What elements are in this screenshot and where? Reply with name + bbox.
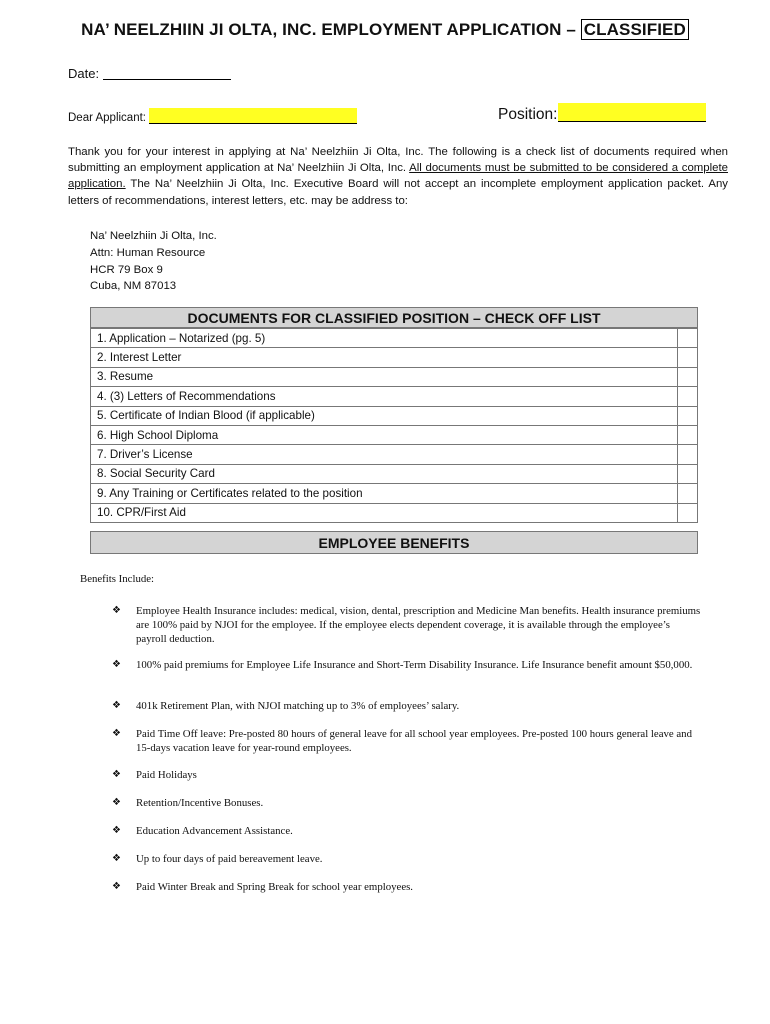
- benefit-text: Employee Health Insurance includes: medical, vision, dental, prescription and Medicine Man benefits. Health insurance premiums are 100% paid by NJOI for the employee. If the employee elects dependent coverage, it is available through the employee’s payroll deduction.: [136, 605, 701, 645]
- check-box[interactable]: [678, 445, 698, 464]
- intro-text-1: Thank you for your interest in applying at Na’ Neelzhiin Ji Olta, Inc. The following is a check list of documents required when submitting an employment application at Na’ Neelzhiin Ji Olta, Inc.: [68, 146, 728, 175]
- checklist-item: 6. High School Diploma: [91, 425, 678, 444]
- date-blank[interactable]: [103, 67, 231, 80]
- benefit-text: Paid Holidays: [136, 769, 197, 781]
- benefits-intro: Benefits Include:: [80, 573, 155, 585]
- checklist-item: 10. CPR/First Aid: [91, 503, 678, 522]
- title-text: NA’ NEELZHIIN JI OLTA, INC. EMPLOYMENT APPLICATION –: [81, 20, 581, 39]
- benefit-text: 100% paid premiums for Employee Life Insurance and Short-Term Disability Insurance. Life Insurance benefit amount $50,000.: [136, 659, 693, 671]
- benefit-item: [112, 604, 702, 646]
- checklist-item: 5. Certificate of Indian Blood (if applicable): [91, 406, 678, 425]
- benefit-text: Paid Winter Break and Spring Break for school year employees.: [136, 881, 414, 893]
- benefit-text: Paid Time Off leave: Pre-posted 80 hours of general leave for all school year employees. Pre-posted 100 hours general leave and 15-days vacation leave for year-round employees.: [136, 728, 692, 754]
- applicant-name-blank[interactable]: [149, 108, 357, 124]
- benefit-text: Up to four days of paid bereavement leave.: [136, 853, 323, 865]
- diamond-bullet-icon: ❖: [112, 769, 121, 780]
- diamond-bullet-icon: ❖: [112, 881, 121, 892]
- position-blank[interactable]: [558, 103, 706, 122]
- address-line: Attn: Human Resource: [90, 246, 206, 259]
- check-box[interactable]: [678, 387, 698, 406]
- checklist-row: [91, 329, 698, 348]
- documents-header: DOCUMENTS FOR CLASSIFIED POSITION – CHECK OFF LIST: [90, 307, 698, 328]
- benefit-item: [112, 658, 702, 672]
- checklist-row: [91, 464, 698, 483]
- checklist-item: 1. Application – Notarized (pg. 5): [91, 329, 678, 348]
- check-box[interactable]: [678, 464, 698, 483]
- check-box[interactable]: [678, 329, 698, 348]
- benefit-item: [112, 852, 702, 866]
- checklist-row: [91, 348, 698, 367]
- benefit-item: [112, 699, 702, 713]
- date-label: Date:: [68, 66, 100, 81]
- checklist-row: [91, 406, 698, 425]
- checklist-row: [91, 503, 698, 522]
- checklist-item: 7. Driver’s License: [91, 445, 678, 464]
- checklist-row: [91, 484, 698, 503]
- dear-applicant-label: Dear Applicant:: [68, 112, 146, 124]
- documents-checklist: [90, 328, 698, 523]
- diamond-bullet-icon: ❖: [112, 659, 121, 670]
- diamond-bullet-icon: ❖: [112, 797, 121, 808]
- check-box[interactable]: [678, 484, 698, 503]
- benefit-item: [112, 824, 702, 838]
- applicant-field: [68, 108, 357, 124]
- date-field: [68, 66, 231, 81]
- position-label: Position:: [498, 106, 558, 123]
- checklist-item: 2. Interest Letter: [91, 348, 678, 367]
- diamond-bullet-icon: ❖: [112, 700, 121, 711]
- benefit-item: [112, 796, 702, 810]
- page-title: [0, 20, 770, 40]
- diamond-bullet-icon: ❖: [112, 728, 121, 739]
- checklist-item: 9. Any Training or Certificates related to the position: [91, 484, 678, 503]
- benefit-item: [112, 768, 702, 782]
- mailing-address: [90, 228, 217, 295]
- benefit-text: Education Advancement Assistance.: [136, 825, 293, 837]
- classified-label: CLASSIFIED: [581, 19, 689, 40]
- check-box[interactable]: [678, 425, 698, 444]
- intro-underlined: All documents must be submitted to be considered a complete application.: [68, 162, 728, 191]
- benefit-text: 401k Retirement Plan, with NJOI matching up to 3% of employees’ salary.: [136, 700, 460, 712]
- address-line: Cuba, NM 87013: [90, 280, 177, 293]
- checklist-row: [91, 387, 698, 406]
- check-box[interactable]: [678, 406, 698, 425]
- diamond-bullet-icon: ❖: [112, 605, 121, 616]
- checklist-row: [91, 445, 698, 464]
- address-line: Na’ Neelzhiin Ji Olta, Inc.: [90, 230, 217, 242]
- intro-paragraph: [68, 144, 728, 209]
- intro-text-2: The Na’ Neelzhiin Ji Olta, Inc. Executive Board will not accept an incomplete employment application packet. Any letters of recommendations, interest letters, etc. may be address to:: [68, 178, 728, 207]
- checklist-item: 4. (3) Letters of Recommendations: [91, 387, 678, 406]
- checklist-item: 3. Resume: [91, 367, 678, 386]
- check-box[interactable]: [678, 348, 698, 367]
- benefit-item: [112, 880, 702, 894]
- check-box[interactable]: [678, 503, 698, 522]
- checklist-item: 8. Social Security Card: [91, 464, 678, 483]
- benefit-text: Retention/Incentive Bonuses.: [136, 797, 264, 809]
- diamond-bullet-icon: ❖: [112, 825, 121, 836]
- checklist-row: [91, 425, 698, 444]
- checklist-row: [91, 367, 698, 386]
- address-line: HCR 79 Box 9: [90, 263, 163, 276]
- check-box[interactable]: [678, 367, 698, 386]
- position-field: [498, 103, 706, 124]
- diamond-bullet-icon: ❖: [112, 853, 121, 864]
- benefit-item: [112, 727, 702, 755]
- benefits-header: EMPLOYEE BENEFITS: [90, 531, 698, 554]
